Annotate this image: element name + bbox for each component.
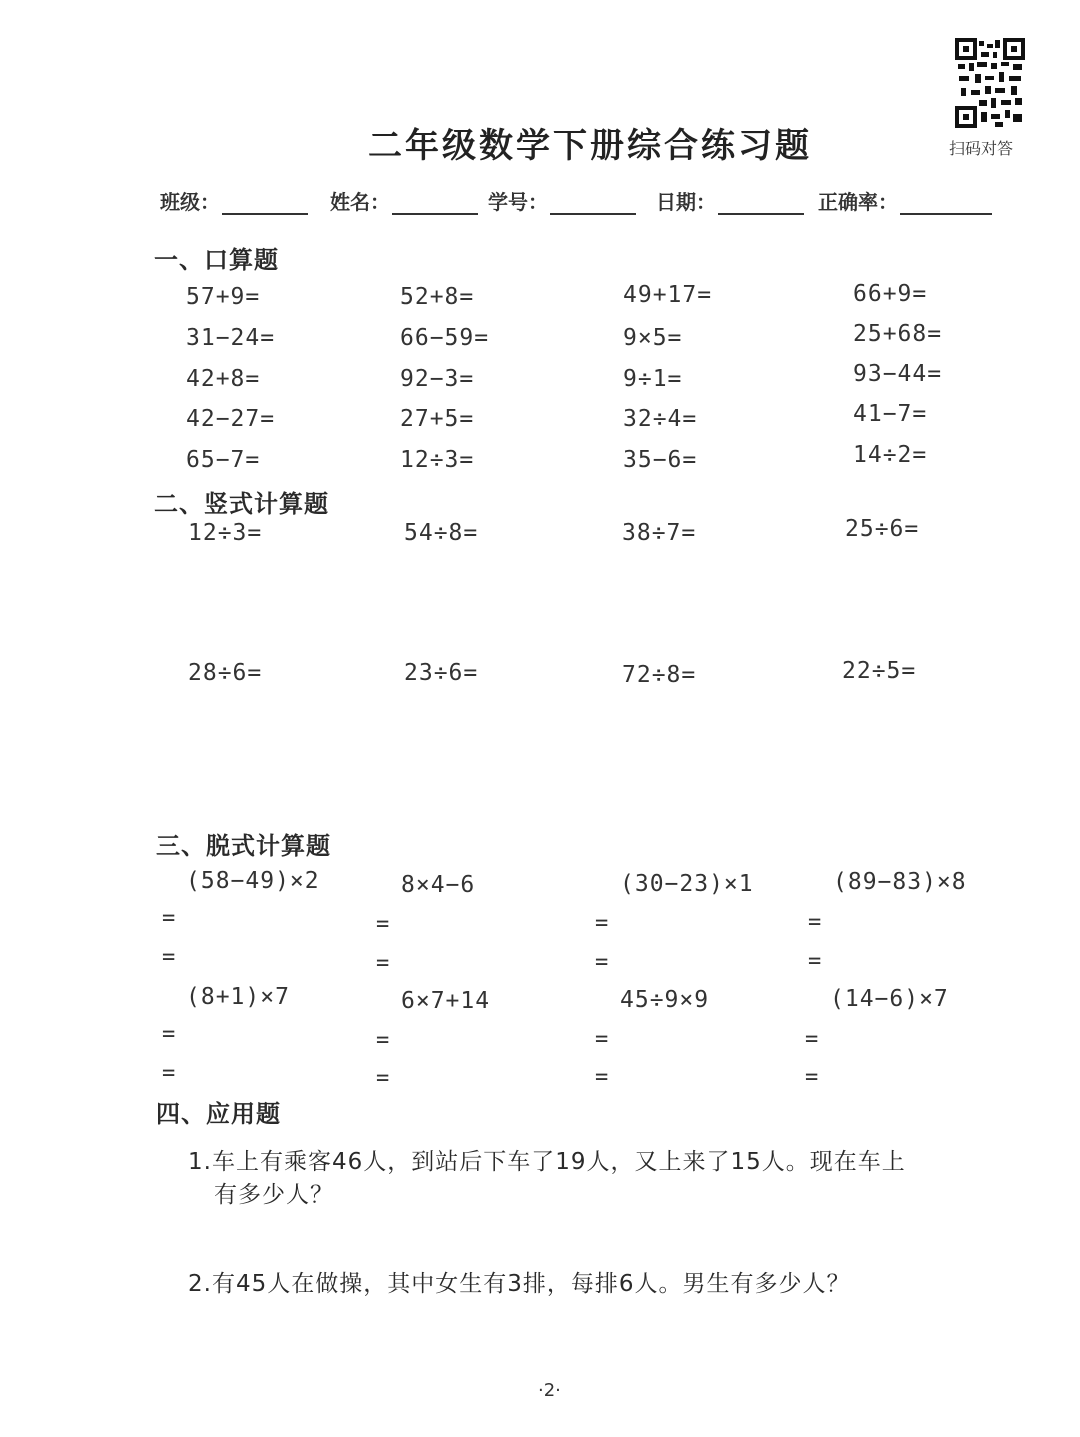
stepwise-problem: (30−23)×1 [620,871,754,897]
equals-sign: = [376,951,390,976]
student-id-blank[interactable] [550,193,636,215]
oral-problem: 32÷4= [623,406,698,432]
stepwise-problem: (14−6)×7 [830,986,949,1012]
accuracy-field [818,186,992,215]
equals-sign: = [595,950,609,975]
name-blank[interactable] [392,193,478,215]
oral-problem: 57+9= [186,284,261,310]
equals-sign: = [595,1065,609,1090]
oral-problem: 27+5= [400,406,475,432]
vertical-problem: 72÷8= [622,662,697,688]
accuracy-label: 正确率： [818,190,898,214]
equals-sign: = [162,1022,176,1047]
equals-sign: = [808,949,822,974]
section-stepwise-heading: 三、脱式计算题 [156,832,331,860]
name-label: 姓名： [330,190,390,214]
section-oral-heading: 一、口算题 [154,246,279,274]
stepwise-problem: 8×4−6 [401,872,476,898]
oral-problem: 25+68= [853,321,943,347]
oral-problem: 92−3= [400,366,475,392]
oral-problem: 42−27= [186,406,276,432]
oral-problem: 42+8= [186,366,261,392]
vertical-problem: 25÷6= [845,516,920,542]
equals-sign: = [162,906,176,931]
section-vertical-heading: 二、竖式计算题 [154,490,329,518]
stepwise-problem: 6×7+14 [401,988,491,1014]
equals-sign: = [162,945,176,970]
oral-problem: 66−59= [400,325,490,351]
date-field [656,186,804,215]
oral-problem: 41−7= [853,401,928,427]
oral-problem: 35−6= [623,447,698,473]
oral-problem: 14÷2= [853,442,928,468]
vertical-problem: 38÷7= [622,520,697,546]
name-field [330,186,478,215]
page-number: ·2· [538,1380,561,1401]
oral-problem: 31−24= [186,325,276,351]
stepwise-problem: (89−83)×8 [833,869,967,895]
accuracy-blank[interactable] [900,193,992,215]
equals-sign: = [595,1027,609,1052]
section-applied-heading: 四、应用题 [156,1100,281,1128]
stepwise-problem: (58−49)×2 [186,868,320,894]
class-field [160,186,308,215]
oral-problem: 66+9= [853,281,928,307]
qr-label: 扫码对答 [949,139,1014,158]
word-problem-1-continued: 有多少人？ [214,1182,334,1208]
word-problem-2: 2.有45人在做操，其中女生有3排，每排6人。男生有多少人？ [188,1271,851,1297]
stepwise-problem: 45÷9×9 [620,987,710,1013]
student-id-field [488,186,636,215]
date-label: 日期： [656,190,716,214]
oral-problem: 9×5= [623,325,683,351]
class-label: 班级： [160,190,220,214]
vertical-problem: 23÷6= [404,660,479,686]
equals-sign: = [376,912,390,937]
oral-problem: 52+8= [400,284,475,310]
equals-sign: = [808,910,822,935]
equals-sign: = [805,1027,819,1052]
oral-problem: 49+17= [623,282,713,308]
vertical-problem: 54÷8= [404,520,479,546]
word-problem-1: 1.车上有乘客46人，到站后下车了19人，又上来了15人。现在车上 [188,1149,906,1175]
oral-problem: 12÷3= [400,447,475,473]
equals-sign: = [162,1061,176,1086]
student-id-label: 学号： [488,190,548,214]
oral-problem: 9÷1= [623,366,683,392]
vertical-problem: 28÷6= [188,660,263,686]
vertical-problem: 12÷3= [188,520,263,546]
equals-sign: = [595,911,609,936]
stepwise-problem: (8+1)×7 [186,984,290,1010]
class-blank[interactable] [222,193,308,215]
equals-sign: = [376,1066,390,1091]
page-title: 二年级数学下册综合练习题 [368,126,812,166]
vertical-problem: 22÷5= [842,658,917,684]
qr-code [955,38,1025,130]
oral-problem: 93−44= [853,361,943,387]
equals-sign: = [376,1028,390,1053]
date-blank[interactable] [718,193,804,215]
oral-problem: 65−7= [186,447,261,473]
equals-sign: = [805,1065,819,1090]
